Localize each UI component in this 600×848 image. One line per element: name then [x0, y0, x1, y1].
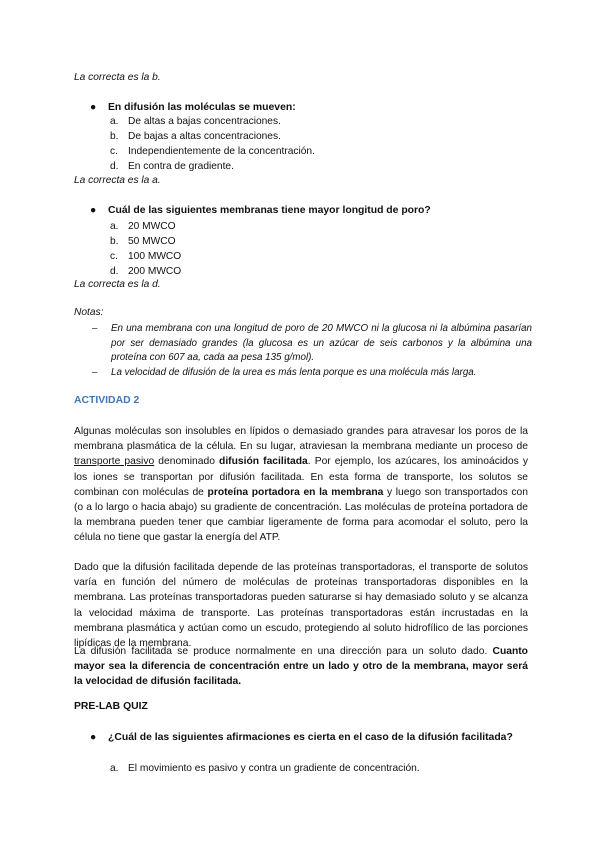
- note-item: [92, 322, 532, 366]
- prelab-question: [90, 730, 530, 745]
- prelab-question-text: ¿Cuál de las siguientes afirmaciones es cierta en el caso de la difusión facilitada?: [108, 732, 513, 743]
- option-letter: b.: [110, 236, 119, 247]
- text-run: . Por ejemplo, los azúcares, los aminoácidos y los iones se transportan por difusión facilitada. En esta forma de transporte, los solutos se combinan con moléculas de: [74, 456, 528, 498]
- section-heading: ACTIVIDAD 2: [74, 395, 140, 406]
- question-3: [90, 205, 431, 216]
- option-item: [110, 159, 315, 174]
- option-item: [110, 264, 181, 279]
- note-item: [92, 366, 532, 381]
- answer-2: La correcta es la a.: [74, 175, 161, 186]
- question-2: [90, 102, 296, 113]
- option-text: De bajas a altas concentraciones.: [128, 131, 281, 142]
- bold-term: proteína portadora en la membrana: [207, 486, 384, 498]
- bullet-icon: ●: [90, 732, 97, 743]
- text-run: La difusión facilitada se produce normalmente en una dirección para un soluto dado.: [74, 646, 488, 657]
- option-letter: a.: [110, 116, 119, 127]
- bullet-icon: ●: [90, 205, 97, 216]
- option-item: [110, 144, 315, 159]
- note-text: En una membrana con una longitud de poro de 20 MWCO ni la glucosa ni la albúmina pasarían por ser demasiado grandes (la glucosa es un azúcar de seis carbonos y la albúmina una proteína con 607 aa, cada aa pesa 135 g/mol).: [111, 323, 532, 363]
- option-letter: d.: [110, 266, 119, 277]
- text-run: denominado: [154, 456, 220, 468]
- option-item: [110, 129, 315, 144]
- option-item: [110, 219, 181, 234]
- notes-title: Notas:: [74, 307, 104, 318]
- option-item: [110, 249, 181, 264]
- answer-1: La correcta es la b.: [74, 72, 161, 83]
- bold-statement: Cuanto mayor sea la diferencia de concentración entre un lado y otro de la membrana, mayor será la velocidad de difusión facilitada.: [74, 646, 528, 688]
- paragraph: Dado que la difusión facilitada depende de las proteínas transportadoras, el transporte de solutos varía en función del número de moléculas de proteínas transportadoras disponibles en la membrana. Las proteínas transportadoras pueden saturarse si hay demasiado soluto y se alcanza la velocidad máxima de transporte. Las proteínas transportadoras están incrustadas en la membrana plasmática y actúan como un escudo, protegiendo al soluto hidrofílico de las porciones lipídicas de la membrana.: [74, 562, 528, 650]
- bold-term: difusión facilitada: [219, 456, 308, 468]
- option-text: 100 MWCO: [128, 251, 182, 262]
- underlined-term: transporte pasivo: [74, 456, 155, 468]
- option-text: En contra de gradiente.: [128, 161, 234, 172]
- bullet-icon: ●: [90, 102, 97, 113]
- option-text: De altas a bajas concentraciones.: [128, 116, 281, 127]
- option-letter: a.: [110, 221, 119, 232]
- question-2-text: En difusión las moléculas se mueven:: [108, 102, 296, 113]
- prelab-options: [110, 761, 420, 776]
- note-text: La velocidad de difusión de la urea es más lenta porque es una molécula más larga.: [111, 367, 477, 378]
- question-3-text: Cuál de las siguientes membranas tiene mayor longitud de poro?: [108, 205, 431, 216]
- option-text: 200 MWCO: [128, 266, 182, 277]
- option-letter: d.: [110, 161, 119, 172]
- text-run: Algunas moléculas son insolubles en lípidos o demasiado grandes para atravesar los poros de la membrana plasmática de la célula. En su lugar, atraviesan la membrana mediante un proceso de: [74, 426, 528, 453]
- option-letter: c.: [110, 251, 118, 262]
- dash-icon: –: [92, 323, 98, 334]
- option-text: 50 MWCO: [128, 236, 176, 247]
- paragraph: [74, 424, 528, 546]
- answer-3: La correcta es la d.: [74, 279, 161, 290]
- option-letter: c.: [110, 146, 118, 157]
- option-text: Independientemente de la concentración.: [128, 146, 315, 157]
- option-item: [110, 761, 420, 776]
- option-item: [110, 234, 181, 249]
- section-heading: PRE-LAB QUIZ: [74, 701, 148, 712]
- option-letter: b.: [110, 131, 119, 142]
- text-run: y luego son transportados con (o a lo largo o hacia abajo) su gradiente de concentración. Las moléculas de proteína portadora de la membrana pueden tener que cambiar ligeramente de forma para acomodar el soluto, pero la célula no tiene que gastar la energía del ATP.: [74, 486, 528, 544]
- question-2-options: [110, 114, 315, 174]
- option-letter: a.: [110, 763, 119, 774]
- option-text: 20 MWCO: [128, 221, 176, 232]
- paragraph: [74, 644, 528, 690]
- option-item: [110, 114, 315, 129]
- option-text: El movimiento es pasivo y contra un gradiente de concentración.: [128, 763, 420, 774]
- question-3-options: [110, 219, 181, 279]
- dash-icon: –: [92, 367, 98, 378]
